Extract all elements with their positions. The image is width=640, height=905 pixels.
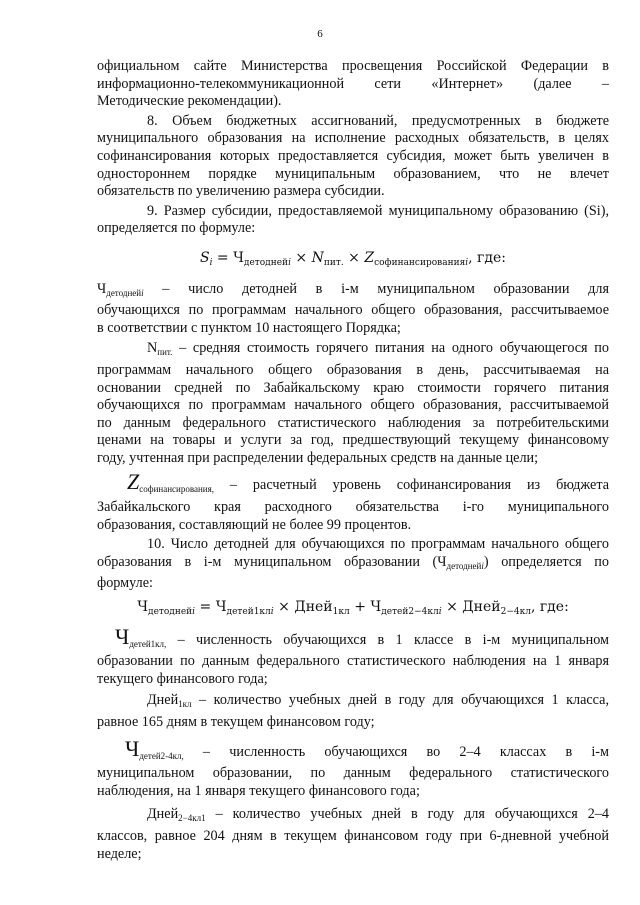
text-line: формуле: bbox=[97, 575, 153, 592]
text-line: Забайкальского края расходного обязательства i-го муниципального bbox=[97, 499, 609, 516]
text-line: образовании по данным федерального статистического наблюдения на 1 января bbox=[97, 653, 609, 670]
document-body bbox=[97, 58, 609, 863]
paragraph-10 bbox=[97, 536, 609, 593]
formula-child-days: $Ч_{детоднейi} = Ч_{детей1клi}$ × Дней$_{1кл}$ + $Ч_{детей2-4клi}$ × Дней$_{2-4кл}$, где: bbox=[137, 599, 569, 618]
text-line: ценами на товары и услуги за год, предшествующий текущему финансовому bbox=[97, 432, 609, 449]
text-line: $Ч_{детоднейi}$ – число детодней в i-м муниципальном образовании для bbox=[97, 280, 609, 298]
text-line: в соответствии с пунктом 10 настоящего Порядка; bbox=[97, 319, 401, 336]
text-line: $Ч_{детей2-4кл,}$ – численность обучающихся во 2–4 классах в i-м bbox=[125, 735, 609, 761]
text-line: обязательств по увеличению размера субсидии. bbox=[97, 183, 385, 200]
text-line: 9. Размер субсидии, предоставляемой муниципальному образованию (Si), bbox=[147, 202, 609, 219]
definition-child-days bbox=[97, 281, 609, 338]
definition-grades-2-4-count bbox=[97, 735, 609, 801]
text-line: Методические рекомендации). bbox=[97, 93, 282, 110]
text-line: основании средней по Забайкальскому краю стоимости горячего питания bbox=[97, 379, 609, 396]
text-line: $Z_{софинансирования,}$ – расчетный уровень софинансирования из бюджета bbox=[127, 469, 609, 495]
text-line: обучающихся по программам начального общего образования, рассчитываемое bbox=[97, 302, 609, 319]
symbol-ch-child-days: $Ч_{детоднейi}$ bbox=[97, 280, 144, 298]
text-line: муниципальном образовании, по данным федерального статистического bbox=[97, 765, 609, 782]
text-line: официальном сайте Министерства просвещения Российской Федерации в bbox=[97, 58, 609, 74]
definition-cofinancing bbox=[97, 469, 609, 534]
text-line: 8. Объем бюджетных ассигнований, предусмотренных в бюджете bbox=[147, 112, 609, 129]
text-line: муниципального образования на исполнение расходных обязательств, в целях bbox=[97, 130, 609, 147]
definition-grades-2-4-days bbox=[97, 806, 609, 863]
text-line: наблюдения, на 1 января текущего финансового года; bbox=[97, 782, 420, 799]
text-line: одностороннем порядке муниципальным образованием, что не влечет bbox=[97, 165, 609, 182]
text-line: информационно-телекоммуникационной сети «Интернет» (далее – bbox=[97, 75, 609, 92]
text-line: равное 165 дням в текущем финансовом году; bbox=[97, 714, 375, 730]
text-line: образования, составляющий не более 99 процентов. bbox=[97, 516, 412, 533]
symbol-z-cofinancing: $Z_{софинансирования,}$ bbox=[127, 469, 214, 495]
text-line: $Ч_{детей1кл,}$ – численность обучающихся в 1 классе в i-м муниципальном bbox=[115, 623, 609, 649]
text-line: Дней$_{1кл}$ – количество учебных дней в году для обучающихся 1 класса, bbox=[147, 692, 609, 710]
text-line: по данным федерального статистического наблюдения за потребительскими bbox=[97, 414, 609, 431]
symbol-n-meal: $N_{пит.}$ bbox=[147, 340, 173, 358]
text-line: 10. Число детодней для обучающихся по программам начального общего bbox=[147, 536, 609, 553]
text-line: неделе; bbox=[97, 845, 142, 862]
text-line: софинансирования которых предоставляется субсидия, может быть увеличен в bbox=[97, 147, 609, 164]
page-number: 6 bbox=[317, 28, 323, 40]
definition-first-grade-days bbox=[97, 692, 609, 731]
symbol-ch-first-grade: $Ч_{детей1кл,}$ bbox=[115, 623, 167, 649]
paragraph-8 bbox=[97, 113, 609, 201]
text-line: образования в i-м муниципальном образовании $(Ч_{детоднейi})$ определяется по bbox=[97, 553, 609, 571]
paragraph-9 bbox=[97, 203, 609, 238]
paragraph-intro bbox=[97, 58, 609, 111]
text-line: Дней$_{2-4кл1}$ – количество учебных дней в году для обучающихся 2–4 bbox=[147, 806, 609, 824]
text-line: текущего финансового года; bbox=[97, 670, 268, 687]
symbol-days-grades-2-4: Дней$_{2-4кл1}$ bbox=[147, 806, 206, 824]
text-line: классов, равное 204 дням в текущем финансовом году при 6-дневной учебной bbox=[97, 827, 609, 844]
definition-first-grade-count bbox=[97, 623, 609, 689]
text-line: программам начального общего образования в день, рассчитываемая на bbox=[97, 361, 609, 378]
symbol-days-first-grade: Дней$_{1кл}$ bbox=[147, 692, 192, 710]
formula-subsidy: $S_i = Ч_{детоднейi} \times N_{пит.} \times Z_{софинансированияi}$, где: bbox=[199, 249, 507, 268]
text-line: году, учтенная при распределении федеральных средств на данные цели; bbox=[97, 449, 539, 466]
text-line: определяется по формуле: bbox=[97, 220, 256, 237]
symbol-ch-grades-2-4: $Ч_{детей2-4кл,}$ bbox=[125, 735, 184, 761]
text-line: $N_{пит.}$ – средняя стоимость горячего питания на одного обучающегося по bbox=[147, 340, 609, 358]
text-line: обучающихся по программам начального общего образования, рассчитываемой bbox=[97, 397, 609, 414]
definition-meal-cost bbox=[97, 340, 609, 467]
